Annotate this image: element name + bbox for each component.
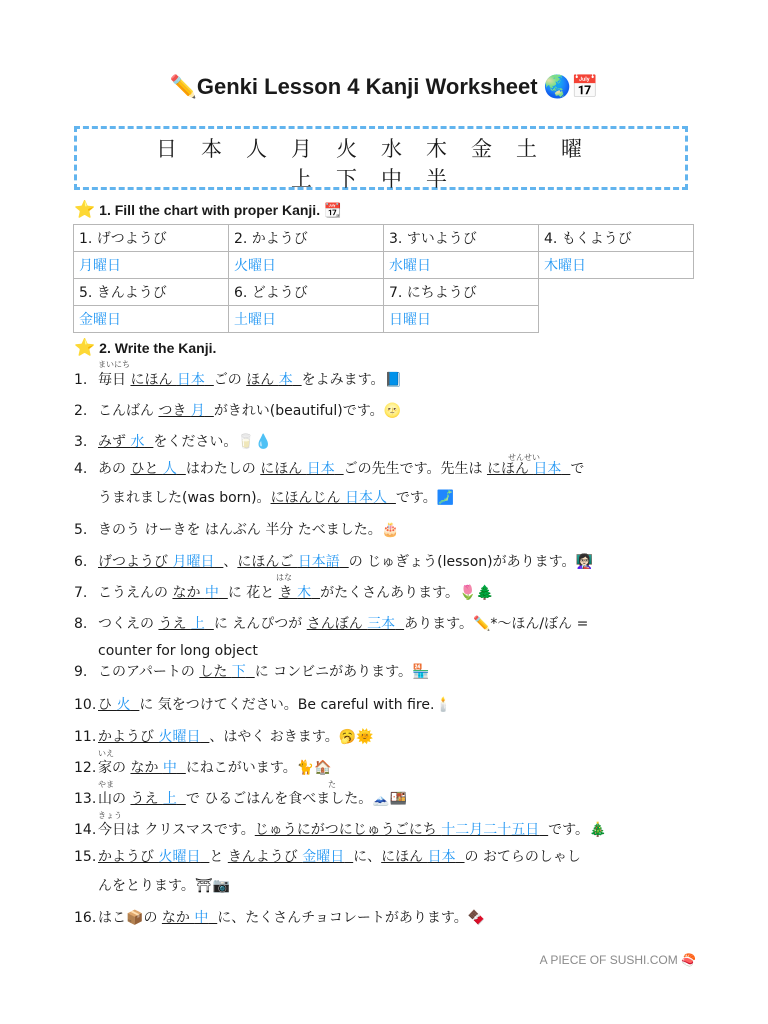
reading: さんぼん (306, 616, 368, 632)
item-text: きのう けーきを はんぶん 半分 たべました。 (98, 522, 382, 538)
star-icon: ⭐ (74, 200, 96, 220)
reading: じゅうにがつにじゅうごにち (254, 822, 442, 838)
item-number: 7. (74, 585, 88, 601)
reading: き (278, 585, 298, 601)
item-text: がきれい(beautiful)です。 (213, 403, 384, 419)
reading: にほんご (237, 554, 298, 570)
kanji-answer: 火曜日 (158, 729, 201, 745)
list-item (74, 847, 581, 867)
list-item-continued (98, 641, 258, 661)
item-text: で (570, 461, 585, 477)
kanji-answer: 火曜日 (158, 849, 201, 865)
list-item (74, 758, 332, 778)
reading: なか (161, 910, 195, 926)
kanji-list-box (74, 126, 688, 190)
sushi-icon: 🍣 (681, 953, 696, 967)
kanji-answer: 上 (190, 616, 205, 632)
item-text: です。 (548, 822, 590, 838)
reading: つき (158, 403, 191, 419)
item-text: をください。 (153, 434, 238, 450)
section-2-title: 2. Write the Kanji. (99, 340, 217, 356)
water-icon: 🥛💧 (237, 434, 273, 450)
item-text: あります。 (404, 616, 473, 632)
item-text: をよみます。 (301, 372, 385, 388)
list-item (74, 789, 407, 809)
item-text: 、 (223, 554, 238, 570)
item-text: あの (98, 461, 131, 477)
reading: した (199, 664, 232, 680)
item-number: 9. (74, 664, 88, 680)
site-credit-text: A PIECE OF SUSHI.COM (539, 953, 678, 967)
convenience-store-icon: 🏪 (412, 664, 430, 680)
section-2-heading (74, 338, 216, 358)
item-text: んをとります。 (98, 878, 195, 894)
item-text: に コンビニがあります。 (254, 664, 413, 680)
kanji-answer: 中 (162, 760, 177, 776)
item-text: にねこがいます。 (185, 760, 297, 776)
item-text: の おてらのしゃし (464, 849, 581, 865)
list-item (74, 662, 429, 682)
item-text: に、 (353, 849, 382, 865)
list-item-continued (98, 876, 230, 896)
kanji-answer: 人 (162, 461, 177, 477)
furigana: せんせい (508, 453, 540, 462)
reading: にほん (260, 461, 307, 477)
reading: かようび (98, 729, 159, 745)
item-text: に えんぴつが (213, 616, 307, 632)
christmas-tree-icon: 🎄 (589, 822, 607, 838)
item-number: 12. (74, 760, 97, 776)
item-text: こんばん (98, 403, 159, 419)
item-text: に、たくさんチョコレートがあります。 (217, 910, 468, 926)
item-number: 16. (74, 910, 97, 926)
item-text: 家の (98, 760, 131, 776)
kanji-answer: 火 (116, 697, 131, 713)
item-number: 1. (74, 372, 88, 388)
item-number: 6. (74, 554, 88, 570)
item-text: はこ (98, 910, 126, 926)
table-cell: 7. にちようび (384, 279, 539, 306)
list-item (74, 583, 494, 603)
item-text: こうえんの (98, 585, 173, 601)
item-number: 5. (74, 522, 88, 538)
site-credit (540, 953, 696, 967)
table-cell: 1. げつようび (74, 225, 229, 252)
reading: ひ (98, 697, 117, 713)
flower-tree-icon: 🌷🌲 (458, 585, 494, 601)
kanji-answer: 日本 (306, 461, 335, 477)
table-row (74, 306, 694, 333)
japan-map-icon: 🗾 (436, 490, 455, 506)
reading: かようび (98, 849, 159, 865)
kanji-answer: 下 (231, 664, 246, 680)
item-text: 今日は クリスマスです。 (98, 822, 255, 838)
kanji-answer: 本 (278, 372, 293, 388)
list-item (74, 908, 485, 928)
kanji-answer: 中 (194, 910, 209, 926)
reading: なか (130, 760, 163, 776)
pencil-icon: ✏️ (472, 616, 491, 632)
item-number: 10. (74, 697, 97, 713)
list-item (74, 459, 584, 479)
furigana: た (328, 780, 336, 789)
reading: にほん (381, 849, 428, 865)
item-text: に 花と (227, 585, 279, 601)
item-text: ごの先生です。先生は (343, 461, 487, 477)
item-text: このアパートの (98, 664, 200, 680)
item-number: 2. (74, 403, 88, 419)
item-text: に 気をつけてください。Be careful with fire. (139, 697, 435, 713)
item-text: の (143, 910, 162, 926)
reading: うえ (158, 616, 191, 632)
candle-icon: 🕯️ (434, 697, 452, 713)
list-item (74, 552, 593, 572)
answer-cell: 水曜日 (384, 252, 539, 279)
table-row (74, 279, 694, 306)
chocolate-icon: 🍫 (467, 910, 486, 926)
kanji-answer: 月曜日 (172, 554, 215, 570)
kanji-list-line-2: 上下中半 (291, 167, 471, 191)
reading: にほんじん (270, 490, 345, 506)
item-text: がたくさんあります。 (320, 585, 459, 601)
furigana: きょう (98, 811, 122, 820)
reading: げつようび (98, 554, 173, 570)
list-item (74, 520, 399, 540)
kanji-answer: 中 (204, 585, 219, 601)
item-text: *〜ほん/ぼん = (490, 616, 589, 632)
item-number: 4. (74, 461, 88, 477)
page-title (0, 70, 768, 105)
furigana: やま (98, 780, 114, 789)
answer-cell: 日曜日 (384, 306, 539, 333)
reading: きんようび (227, 849, 303, 865)
moon-icon: 🌝 (383, 403, 402, 419)
yawn-sun-icon: 🥱🌞 (338, 729, 374, 745)
globe-calendar-icon: 🌏📅 (543, 75, 599, 100)
teacher-icon: 👩🏻‍🏫 (575, 554, 593, 570)
kanji-answer: 三本 (367, 616, 396, 632)
reading: みず (98, 434, 131, 450)
kanji-answer: 日本 (533, 461, 562, 477)
reading: にほん (130, 372, 177, 388)
kanji-answer: 十二月二十五日 (441, 822, 540, 838)
furigana: まいにち (98, 360, 130, 369)
list-item (74, 727, 374, 747)
item-text: counter for long object (98, 643, 258, 659)
item-text: 毎日 (98, 372, 131, 388)
list-item (74, 401, 401, 421)
kanji-answer: 日本語 (297, 554, 340, 570)
table-row (74, 225, 694, 252)
cake-icon: 🎂 (381, 522, 400, 538)
empty-cell (539, 279, 694, 306)
list-item (74, 432, 272, 452)
item-text: つくえの (98, 616, 159, 632)
table-row (74, 252, 694, 279)
title-text: Genki Lesson 4 Kanji Worksheet (196, 74, 538, 99)
kanji-answer: 金曜日 (302, 849, 345, 865)
empty-cell (539, 306, 694, 333)
answer-cell: 土曜日 (229, 306, 384, 333)
item-number: 8. (74, 616, 88, 632)
item-text: ごの (213, 372, 247, 388)
kanji-answer: 木 (297, 585, 312, 601)
shrine-camera-icon: ⛩📷 (194, 878, 231, 894)
furigana: いえ (98, 749, 114, 758)
kanji-list-line-1: 日本人月火水木金土曜 (156, 137, 606, 161)
answer-cell: 月曜日 (74, 252, 229, 279)
section-1-title: 1. Fill the chart with proper Kanji. (99, 202, 321, 218)
pencil-icon: ✏️ (169, 75, 197, 100)
table-cell: 4. もくようび (539, 225, 694, 252)
item-text: 山の (98, 791, 131, 807)
kanji-answer: 日本人 (345, 490, 387, 506)
reading: なか (172, 585, 205, 601)
item-text: です。 (395, 490, 437, 506)
item-number: 15. (74, 849, 97, 865)
kanji-answer: 日本 (176, 372, 205, 388)
mountain-bento-icon: 🗻🍱 (372, 791, 408, 807)
answer-cell: 金曜日 (74, 306, 229, 333)
kanji-answer: 月 (190, 403, 205, 419)
item-number: 3. (74, 434, 88, 450)
list-item-continued (98, 488, 454, 508)
table-cell: 6. どようび (229, 279, 384, 306)
item-text: うまれました(was born)。 (98, 490, 271, 506)
kanji-answer: 上 (162, 791, 177, 807)
answer-cell: 木曜日 (539, 252, 694, 279)
section-1-heading (74, 200, 341, 220)
item-number: 13. (74, 791, 97, 807)
box-icon: 📦 (126, 910, 144, 926)
star-icon: ⭐ (74, 338, 96, 358)
item-text: と (209, 849, 228, 865)
reading: ほん (246, 372, 279, 388)
item-number: 14. (74, 822, 97, 838)
item-text: はわたしの (185, 461, 261, 477)
table-cell: 2. かようび (229, 225, 384, 252)
kanji-answer: 水 (130, 434, 145, 450)
book-icon: 📘 (384, 372, 402, 388)
furigana: はな (276, 573, 292, 582)
item-number: 11. (74, 729, 97, 745)
list-item (74, 614, 588, 634)
cat-house-icon: 🐈🏠 (296, 760, 332, 776)
calendar-icon: 📆 (323, 203, 342, 219)
item-text: の じゅぎょう(lesson)があります。 (348, 554, 576, 570)
kanji-answer: 日本 (427, 849, 456, 865)
table-cell: 5. きんようび (74, 279, 229, 306)
reading: にほん (486, 461, 534, 477)
table-cell: 3. すいようび (384, 225, 539, 252)
list-item (74, 820, 606, 840)
list-item (74, 370, 402, 390)
reading: うえ (130, 791, 163, 807)
item-text: で ひるごはんを食べました。 (185, 791, 373, 807)
item-text: 、はやく おきます。 (209, 729, 339, 745)
answer-cell: 火曜日 (229, 252, 384, 279)
kanji-chart-table (73, 224, 694, 333)
list-item (74, 695, 452, 715)
reading: ひと (130, 461, 163, 477)
